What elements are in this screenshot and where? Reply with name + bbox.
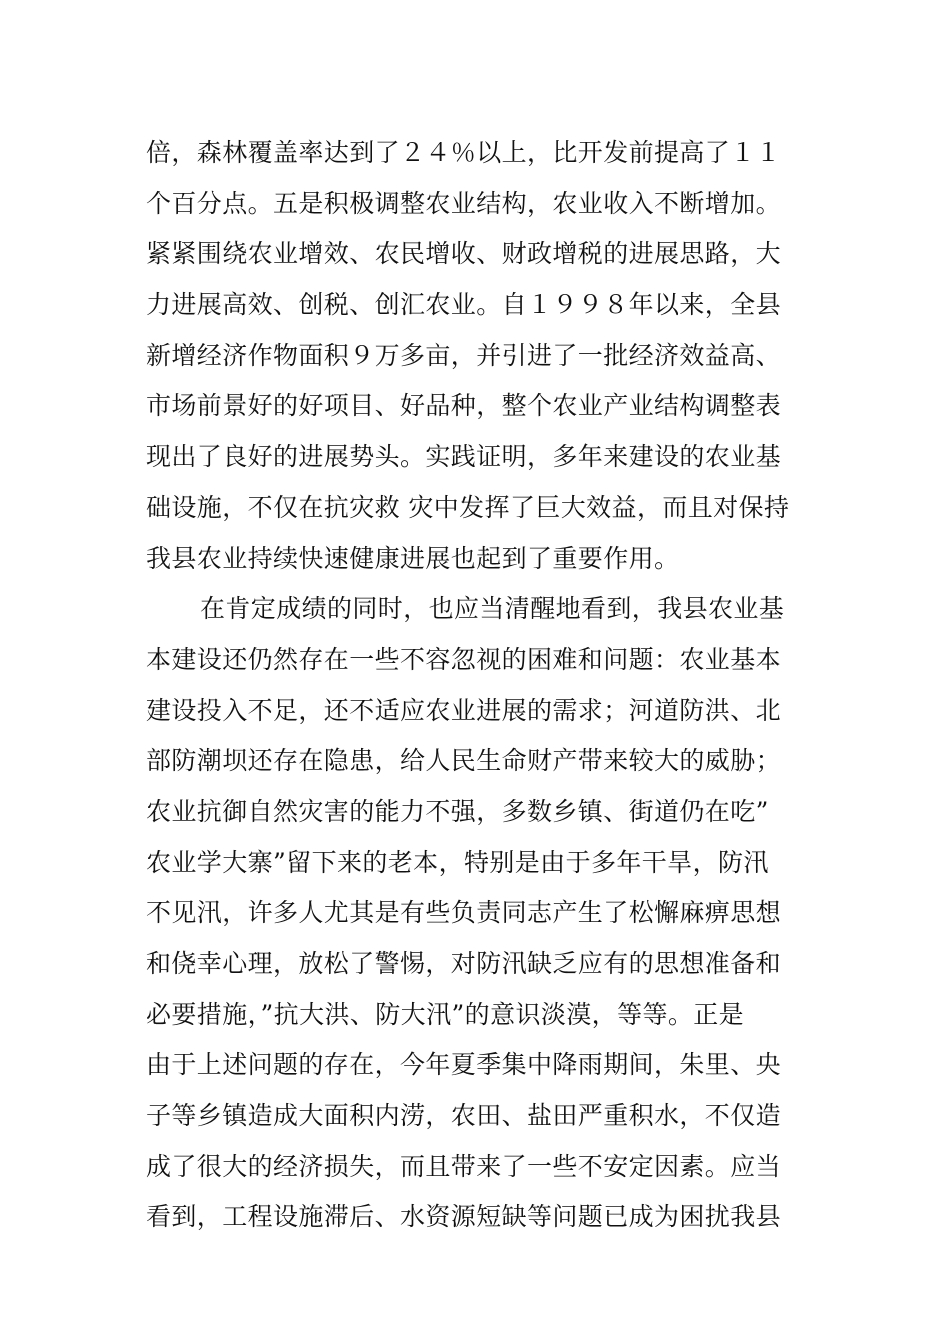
paragraph-line: 紧紧围绕农业增效、农民增收、财政增税的进展思路，大: [146, 239, 782, 269]
paragraph-line: 市场前景好的好项目、好品种，整个农业产业结构调整表: [146, 391, 782, 421]
paragraph-line: 新增经济作物面积９万多亩，并引进了一批经济效益高、: [146, 340, 782, 370]
document-body: [146, 128, 826, 1243]
paragraph-line: 倍，森林覆盖率达到了２４％以上，比开发前提高了１１: [146, 138, 782, 167]
paragraph-line: 农业学大寨”留下来的老本，特别是由于多年干旱，防汛: [146, 847, 769, 877]
paragraph-line: 个百分点。五是积极调整农业结构，农业收入不断增加。: [146, 188, 782, 218]
paragraph-line: 子等乡镇造成大面积内涝，农田、盐田严重积水，不仅造: [146, 1101, 782, 1131]
paragraph-line: 在肯定成绩的同时，也应当清醒地看到，我县农业基: [200, 594, 785, 624]
paragraph-line: 农业抗御自然灾害的能力不强，多数乡镇、街道仍在吃”: [146, 796, 769, 826]
paragraph-2: [146, 584, 826, 1243]
paragraph-line: 由于上述问题的存在，今年夏季集中降雨期间，朱里、央: [146, 1050, 782, 1080]
paragraph-line: 成了很大的经济损失，而且带来了一些不安定因素。应当: [146, 1151, 782, 1181]
paragraph-line: 和侥幸心理，放松了警惕，对防汛缺乏应有的思想准备和: [146, 949, 782, 978]
paragraph-line: 现出了良好的进展势头。实践证明，多年来建设的农业基: [146, 442, 782, 472]
paragraph-line: 不见汛，许多人尤其是有些负责同志产生了松懈麻痹思想: [146, 898, 782, 928]
paragraph-line: 力进展高效、创税、创汇农业。自１９９８年以来，全县: [146, 290, 782, 320]
paragraph-1: [146, 128, 826, 584]
paragraph-line: 建设投入不足，还不适应农业进展的需求；河道防洪、北: [146, 695, 782, 725]
paragraph-line: 看到，工程设施滞后、水资源短缺等问题已成为困扰我县: [146, 1202, 782, 1232]
paragraph-line: 我县农业持续快速健康进展也起到了重要作用。: [146, 543, 680, 573]
paragraph-line: 本建设还仍然存在一些不容忽视的困难和问题：农业基本: [146, 644, 782, 674]
paragraph-line: 础设施，不仅在抗灾救 灾中发挥了巨大效益，而且对保持: [146, 492, 790, 522]
paragraph-line: 必要措施，”抗大洪、防大汛”的意识淡漠，等等。正是: [146, 999, 745, 1029]
paragraph-line: 部防潮坝还存在隐患，给人民生命财产带来较大的威胁；: [146, 746, 782, 776]
